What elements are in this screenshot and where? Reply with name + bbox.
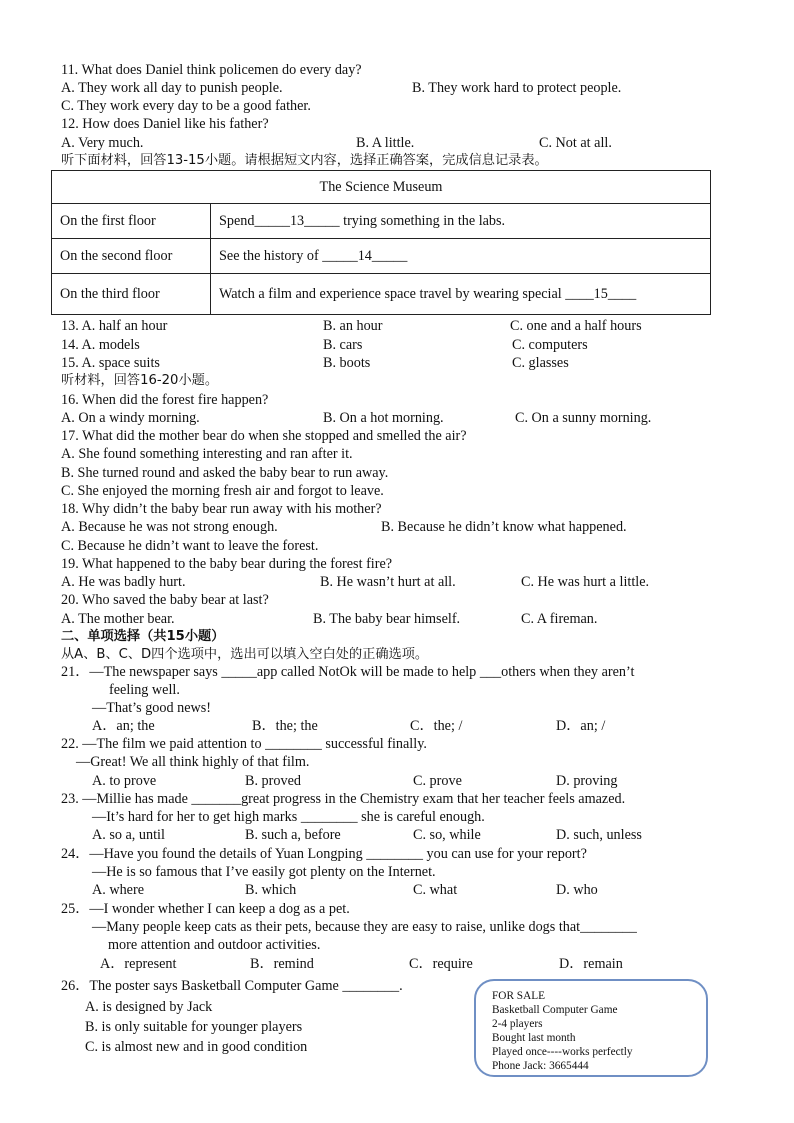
question-16-option-a: A. On a windy morning.	[61, 410, 200, 426]
question-22-line-1: 22. —The film we paid attention to ________ successful finally.	[61, 736, 427, 752]
poster-line: Phone Jack: 3665444	[492, 1060, 589, 1072]
question-22-option-d: D. proving	[556, 773, 618, 789]
question-20-option-b: B. The baby bear himself.	[313, 611, 461, 627]
question-24-option-a: A. where	[92, 882, 144, 898]
question-12-stem: 12. How does Daniel like his father?	[61, 116, 269, 132]
question-17-option-a: A. She found something interesting and ran after it.	[61, 446, 353, 462]
poster-line: FOR SALE	[492, 990, 546, 1002]
question-26-stem: 26．The poster says Basketball Computer Game ________.	[61, 978, 403, 994]
question-21-line-2: feeling well.	[109, 682, 180, 698]
table-cell-floor: On the second floor	[52, 239, 211, 274]
question-15-option-b: B. boots	[323, 355, 371, 371]
question-12-option-c: C. Not at all.	[539, 135, 612, 151]
table-cell-floor: On the first floor	[52, 204, 211, 239]
table-cell-info: Spend_____13_____ trying something in the labs.	[211, 204, 711, 239]
question-26-option-c: C. is almost new and in good condition	[85, 1039, 308, 1055]
for-sale-poster	[474, 979, 708, 1077]
question-14-option-a: 14. A. models	[61, 337, 140, 353]
question-24-option-d: D. who	[556, 882, 598, 898]
question-15-option-c: C. glasses	[512, 355, 569, 371]
poster-line: Bought last month	[492, 1032, 576, 1044]
table-cell-floor: On the third floor	[52, 274, 211, 315]
table-row	[52, 204, 711, 239]
question-16-option-b: B. On a hot morning.	[323, 410, 444, 426]
question-23-option-a: A. so a, until	[92, 827, 165, 843]
question-21-line-1: 21．—The newspaper says _____app called NotOk will be made to help ___others when they aren’t	[61, 664, 635, 680]
question-21-option-b: B．the; the	[252, 718, 318, 734]
question-20-stem: 20. Who saved the baby bear at last?	[61, 592, 269, 608]
question-23-line-1: 23. —Millie has made _______great progress in the Chemistry exam that her teacher feels amazed.	[61, 791, 626, 807]
question-25-line-2: —Many people keep cats as their pets, because they are easy to raise, unlike dogs that________	[92, 919, 637, 935]
question-17-option-c: C. She enjoyed the morning fresh air and forgot to leave.	[61, 483, 384, 499]
question-24-line-1: 24．—Have you found the details of Yuan Longping ________ you can use for your report?	[61, 846, 587, 862]
question-21-line-3: —That’s good news!	[92, 700, 211, 716]
question-21-option-c: C．the; /	[410, 718, 463, 734]
table-cell-info: Watch a film and experience space travel by wearing special ____15____	[211, 274, 711, 315]
question-19-option-a: A. He was badly hurt.	[61, 574, 186, 590]
section-2-title: 二、单项选择（共15小题）	[61, 629, 225, 644]
question-25-option-b: B．remind	[250, 956, 314, 972]
question-25-line-1: 25．—I wonder whether I can keep a dog as a pet.	[61, 901, 350, 917]
question-20-option-c: C. A fireman.	[521, 611, 598, 627]
section-2-instruction: 从A、B、C、D四个选项中，选出可以填入空白处的正确选项。	[61, 647, 429, 662]
question-13-option-c: C. one and a half hours	[510, 318, 642, 334]
question-17-stem: 17. What did the mother bear do when she stopped and smelled the air?	[61, 428, 467, 444]
question-19-stem: 19. What happened to the baby bear during the forest fire?	[61, 556, 393, 572]
question-17-option-b: B. She turned round and asked the baby bear to run away.	[61, 465, 389, 481]
table-title: The Science Museum	[52, 171, 711, 204]
question-13-option-b: B. an hour	[323, 318, 383, 334]
question-22-option-c: C. prove	[413, 773, 462, 789]
question-21-option-a: A．an; the	[92, 718, 155, 734]
question-23-option-b: B. such a, before	[245, 827, 341, 843]
question-25-option-a: A．represent	[100, 956, 177, 972]
question-18-option-c: C. Because he didn’t want to leave the forest.	[61, 538, 319, 554]
question-24-option-c: C. what	[413, 882, 458, 898]
question-20-option-a: A. The mother bear.	[61, 611, 175, 627]
science-museum-table	[51, 170, 711, 315]
instruction-16-20: 听材料，回答16-20小题。	[61, 373, 219, 388]
question-11-option-c: C. They work every day to be a good father.	[61, 98, 311, 114]
question-24-option-b: B. which	[245, 882, 297, 898]
question-11-stem: 11. What does Daniel think policemen do every day?	[61, 62, 362, 78]
question-16-option-c: C. On a sunny morning.	[515, 410, 652, 426]
table-cell-info: See the history of _____14_____	[211, 239, 711, 274]
poster-line: 2-4 players	[492, 1018, 543, 1030]
question-25-option-c: C．require	[409, 956, 473, 972]
question-26-option-b: B. is only suitable for younger players	[85, 1019, 303, 1035]
question-22-option-b: B. proved	[245, 773, 301, 789]
question-12-option-b: B. A little.	[356, 135, 415, 151]
question-16-stem: 16. When did the forest fire happen?	[61, 392, 269, 408]
question-19-option-b: B. He wasn’t hurt at all.	[320, 574, 456, 590]
question-22-option-a: A. to prove	[92, 773, 157, 789]
question-14-option-b: B. cars	[323, 337, 363, 353]
table-row	[52, 239, 711, 274]
question-22-line-2: —Great! We all think highly of that film.	[76, 754, 310, 770]
question-14-option-c: C. computers	[512, 337, 588, 353]
question-18-stem: 18. Why didn’t the baby bear run away with his mother?	[61, 501, 382, 517]
question-19-option-c: C. He was hurt a little.	[521, 574, 650, 590]
question-23-line-2: —It’s hard for her to get high marks ________ she is careful enough.	[92, 809, 485, 825]
question-13-option-a: 13. A. half an hour	[61, 318, 168, 334]
question-23-option-c: C. so, while	[413, 827, 481, 843]
question-15-option-a: 15. A. space suits	[61, 355, 160, 371]
question-25-option-d: D．remain	[559, 956, 623, 972]
instruction-13-15: 听下面材料，回答13-15小题。请根据短文内容，选择正确答案，完成信息记录表。	[61, 153, 548, 168]
poster-line: Basketball Computer Game	[492, 1004, 618, 1016]
question-23-option-d: D. such, unless	[556, 827, 642, 843]
question-26-option-a: A. is designed by Jack	[85, 999, 213, 1015]
question-24-line-2: —He is so famous that I’ve easily got plenty on the Internet.	[92, 864, 436, 880]
question-18-option-b: B. Because he didn’t know what happened.	[381, 519, 627, 535]
poster-line: Played once----works perfectly	[492, 1046, 633, 1058]
question-21-option-d: D．an; /	[556, 718, 606, 734]
table-row	[52, 274, 711, 315]
question-12-option-a: A. Very much.	[61, 135, 144, 151]
question-11-option-a: A. They work all day to punish people.	[61, 80, 283, 96]
question-18-option-a: A. Because he was not strong enough.	[61, 519, 278, 535]
question-11-option-b: B. They work hard to protect people.	[412, 80, 622, 96]
question-25-line-3: more attention and outdoor activities.	[108, 937, 321, 953]
